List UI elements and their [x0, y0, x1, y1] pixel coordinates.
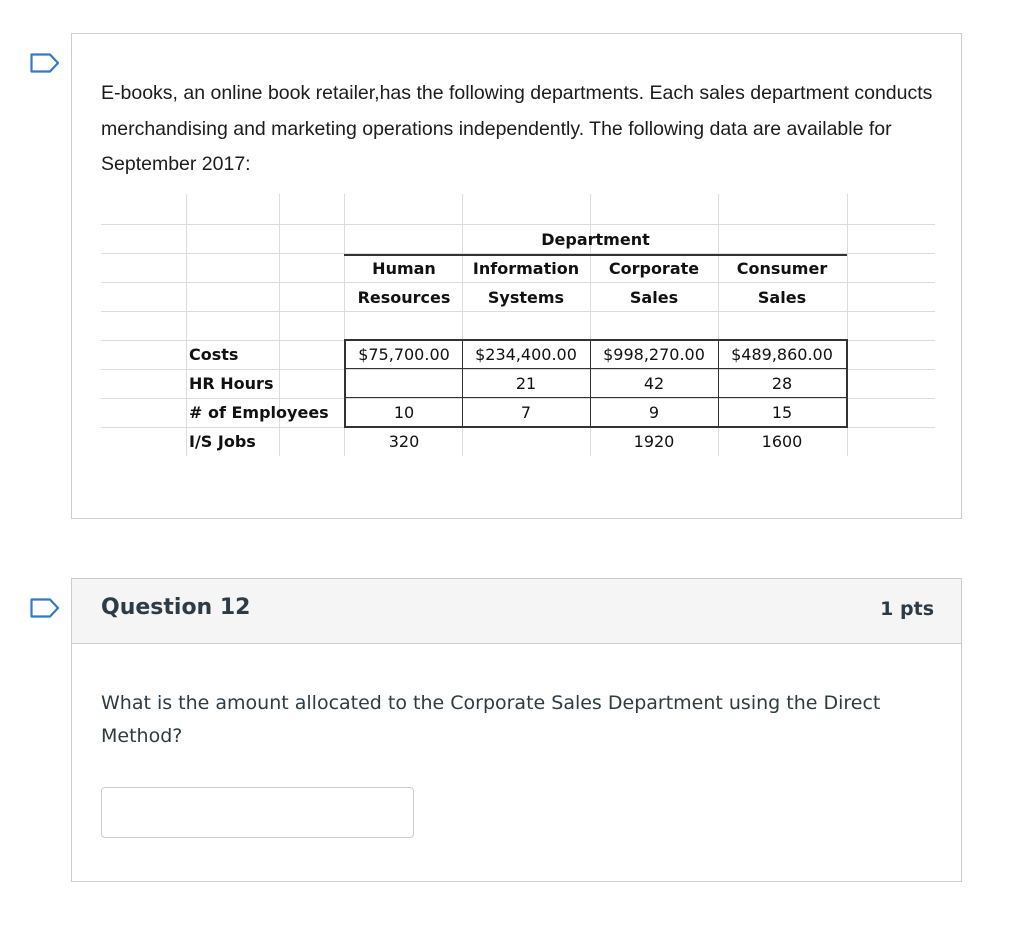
flag-question-icon[interactable]	[30, 598, 60, 618]
question-card	[71, 578, 962, 882]
col-header-hr-1: Human	[372, 259, 436, 278]
col-header-cs-2: Sales	[629, 288, 679, 307]
table-cell: $75,700.00	[358, 345, 450, 364]
department-data-table	[101, 194, 935, 456]
intro-card	[71, 33, 962, 519]
table-cell	[346, 370, 462, 398]
col-header-cs-1: Corporate	[608, 259, 700, 278]
col-header-is-1: Information	[472, 259, 580, 278]
table-cell: 1920	[633, 432, 675, 451]
col-header-cons-1: Consumer	[736, 259, 828, 278]
table-cell: 9	[648, 403, 660, 422]
row-label-employees: # of Employees	[189, 403, 329, 422]
question-points: 1 pts	[880, 598, 934, 620]
row-label-hr-hours: HR Hours	[189, 374, 274, 393]
table-cell: $489,860.00	[731, 345, 833, 364]
table-cell: 28	[771, 374, 793, 393]
flag-question-icon[interactable]	[30, 53, 60, 73]
row-label-costs: Costs	[189, 345, 239, 364]
question-header	[72, 579, 961, 644]
table-cell: 320	[388, 432, 420, 451]
answer-input[interactable]	[101, 787, 414, 838]
department-header: Department	[541, 230, 650, 249]
col-header-is-2: Systems	[487, 288, 565, 307]
table-cell: $998,270.00	[603, 345, 705, 364]
question-text: What is the amount allocated to the Corporate Sales Department using the Direct Method?	[101, 692, 881, 747]
table-cell: 1600	[761, 432, 803, 451]
table-cell: 15	[771, 403, 793, 422]
table-cell: $234,400.00	[475, 345, 577, 364]
intro-text: E-books, an online book retailer,has the following departments. Each sales department conducts merchandising and marketing operations independently. The following data are available for September 2017:	[101, 82, 933, 175]
col-header-cons-2: Sales	[757, 288, 807, 307]
question-title: Question 12	[101, 595, 251, 620]
table-cell: 42	[643, 374, 665, 393]
table-cell	[462, 428, 590, 456]
table-cell: 7	[520, 403, 532, 422]
row-label-is-jobs: I/S Jobs	[189, 432, 256, 451]
table-cell: 10	[393, 403, 415, 422]
table-cell: 21	[515, 374, 537, 393]
col-header-hr-2: Resources	[357, 288, 451, 307]
